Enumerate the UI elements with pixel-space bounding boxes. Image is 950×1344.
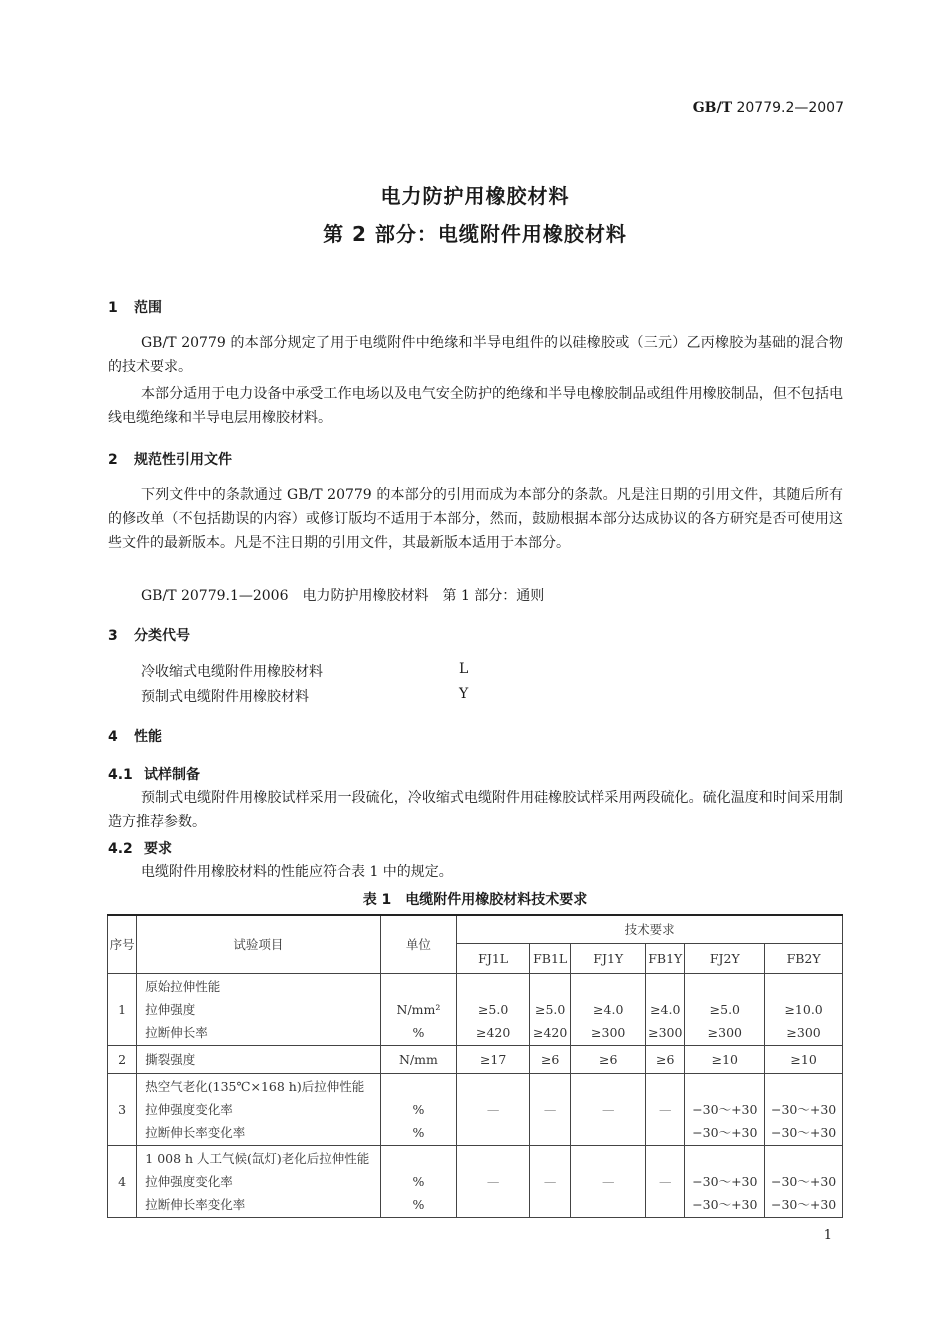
value-cell	[529, 973, 570, 1045]
table-row	[108, 973, 843, 1045]
row-item	[137, 1145, 380, 1217]
normative-reference: GB/T 20779.1—2006 电力防护用橡胶材料 第 1 部分：通则	[141, 588, 545, 604]
value: ≥5.0	[709, 1001, 740, 1017]
row-no: 2	[108, 1045, 137, 1073]
value-cell	[765, 1145, 843, 1217]
document-title-line2: 第 2 部分：电缆附件用橡胶材料	[323, 222, 627, 246]
value: ≥420	[475, 1024, 511, 1040]
value: −30～+30	[770, 1101, 837, 1117]
header-col: FB2Y	[765, 943, 843, 973]
section-title: 要求	[144, 841, 172, 857]
value: ≥10	[765, 1045, 843, 1073]
value-dash: —	[646, 1073, 685, 1145]
classification-code-2: Y	[459, 686, 469, 702]
section-title: 分类代号	[134, 628, 190, 644]
value-cell	[685, 1145, 765, 1217]
header-col: FJ1L	[457, 943, 530, 973]
row-no: 1	[108, 973, 137, 1045]
row-no: 3	[108, 1073, 137, 1145]
requirements-table	[107, 914, 843, 1218]
header-col: FJ1Y	[571, 943, 646, 973]
value: ≥5.0	[477, 1001, 509, 1017]
header-no: 序号	[108, 915, 137, 973]
value-cell	[646, 973, 685, 1045]
header-col: FJ2Y	[685, 943, 765, 973]
value: −30～+30	[770, 1196, 837, 1212]
value-dash: —	[646, 1145, 685, 1217]
section-1-paragraph-1: GB/T 20779 的本部分规定了用于电缆附件中绝缘和半导电组件的以硅橡胶或（三元）乙丙橡胶为基础的混合物的技术要求。	[108, 335, 843, 375]
section-4-2-heading	[108, 838, 172, 858]
section-1-paragraph-2: 本部分适用于电力设备中承受工作电场以及电气安全防护的绝缘和半导电橡胶制品或组件用橡胶制品，但不包括电线电缆绝缘和半导电层用橡胶材料。	[108, 386, 843, 426]
table-header-row	[108, 915, 843, 943]
value: ≥6	[571, 1045, 646, 1073]
classification-name-1: 冷收缩式电缆附件用橡胶材料	[141, 664, 323, 680]
section-title: 规范性引用文件	[134, 452, 232, 468]
item-line: 拉断伸长率变化率	[145, 1124, 246, 1140]
item-line: 拉断伸长率变化率	[145, 1196, 246, 1212]
section-4-1-paragraph: 预制式电缆附件用橡胶试样采用一段硫化，冷收缩式电缆附件用硅橡胶试样采用两段硫化。硫化温度和时间采用制造方推荐参数。	[108, 790, 843, 830]
unit-line: %	[412, 1024, 425, 1040]
header-tech: 技术要求	[457, 915, 843, 943]
row-unit: N/mm	[380, 1045, 457, 1073]
section-4-1-heading	[108, 764, 200, 784]
header-col: FB1L	[529, 943, 570, 973]
value-cell	[571, 973, 646, 1045]
value-cell	[685, 973, 765, 1045]
header-item: 试验项目	[137, 915, 380, 973]
section-number: 1	[108, 300, 118, 316]
unit-line: %	[412, 1124, 425, 1140]
row-unit	[380, 1145, 457, 1217]
row-item: 撕裂强度	[137, 1045, 380, 1073]
value: −30～+30	[692, 1196, 758, 1212]
header-col: FB1Y	[646, 943, 685, 973]
item-line: 拉伸强度变化率	[145, 1101, 233, 1117]
section-number: 4	[108, 729, 118, 745]
unit-line: N/mm²	[396, 1001, 441, 1017]
standard-prefix: GB/T	[692, 100, 733, 116]
page-number: 1	[823, 1228, 832, 1243]
section-4-2-paragraph: 电缆附件用橡胶材料的性能应符合表 1 中的规定。	[141, 864, 453, 880]
item-line: 拉伸强度变化率	[145, 1173, 233, 1189]
value: ≥4.0	[593, 1001, 624, 1017]
section-title: 范围	[134, 300, 162, 316]
section-number: 4.1	[108, 767, 133, 783]
value: ≥5.0	[535, 1001, 566, 1017]
value: ≥6	[646, 1045, 685, 1073]
unit-line: %	[412, 1101, 425, 1117]
value: −30～+30	[692, 1173, 758, 1189]
value-cell	[765, 973, 843, 1045]
value: −30～+30	[770, 1124, 837, 1140]
table-caption: 表 1 电缆附件用橡胶材料技术要求	[362, 892, 588, 908]
item-line: 原始拉伸性能	[145, 978, 221, 994]
section-3-heading	[108, 625, 190, 645]
section-2-paragraph-1: 下列文件中的条款通过 GB/T 20779 的本部分的引用而成为本部分的条款。凡是注日期的引用文件，其随后所有的修改单（不包括勘误的内容）或修订版均不适用于本部分，然而，鼓励根据本部分达成协议的各方研究是否可使用这些文件的最新版本。凡是不注日期的引用文件，其最新版本适用于本部分。	[108, 487, 843, 551]
value-dash: —	[457, 1145, 530, 1217]
row-unit	[380, 973, 457, 1045]
document-title-line1: 电力防护用橡胶材料	[380, 184, 570, 208]
value: ≥300	[707, 1024, 742, 1040]
item-line: 拉伸强度	[145, 1001, 196, 1017]
table-row	[108, 1073, 843, 1145]
section-1-heading	[108, 297, 162, 317]
value: ≥4.0	[650, 1001, 681, 1017]
header-unit: 单位	[380, 915, 457, 973]
value-dash: —	[571, 1145, 646, 1217]
value: −30～+30	[692, 1124, 758, 1140]
value-dash: —	[457, 1073, 530, 1145]
section-title: 试样制备	[144, 767, 200, 783]
value: ≥10	[685, 1045, 765, 1073]
value: ≥6	[529, 1045, 570, 1073]
value-cell	[685, 1073, 765, 1145]
row-no: 4	[108, 1145, 137, 1217]
value: ≥300	[648, 1024, 683, 1040]
value: ≥17	[457, 1045, 530, 1073]
table-row	[108, 1045, 843, 1073]
value: ≥300	[786, 1024, 821, 1040]
section-title: 性能	[134, 729, 162, 745]
value-dash: —	[529, 1073, 570, 1145]
section-number: 3	[108, 628, 118, 644]
standard-code: 20779.2—2007	[736, 100, 844, 116]
unit-line: %	[412, 1196, 425, 1212]
item-line: 1 008 h 人工气候(氙灯)老化后拉伸性能	[145, 1150, 370, 1166]
section-4-heading	[108, 726, 162, 746]
value-cell	[765, 1073, 843, 1145]
value: −30～+30	[770, 1173, 837, 1189]
classification-code-1: L	[459, 661, 469, 677]
value-cell	[457, 973, 530, 1045]
unit-line: %	[412, 1173, 425, 1189]
value: ≥420	[533, 1024, 568, 1040]
section-number: 2	[108, 452, 118, 468]
value-dash: —	[529, 1145, 570, 1217]
row-item	[137, 973, 380, 1045]
row-unit	[380, 1073, 457, 1145]
section-2-heading	[108, 449, 232, 469]
row-item	[137, 1073, 380, 1145]
table-row	[108, 1145, 843, 1217]
classification-name-2: 预制式电缆附件用橡胶材料	[141, 689, 309, 705]
value-dash: —	[571, 1073, 646, 1145]
value: −30～+30	[692, 1101, 758, 1117]
value: ≥300	[591, 1024, 626, 1040]
section-number: 4.2	[108, 841, 133, 857]
value: ≥10.0	[784, 1001, 823, 1017]
item-line: 热空气老化(135℃×168 h)后拉伸性能	[145, 1078, 365, 1094]
item-line: 拉断伸长率	[145, 1024, 208, 1040]
standard-number	[693, 100, 844, 116]
